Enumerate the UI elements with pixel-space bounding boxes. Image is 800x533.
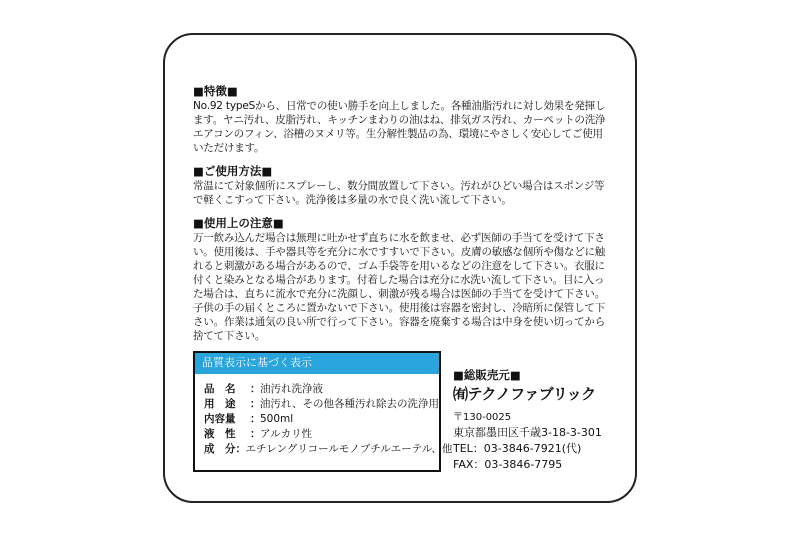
caution-heading: ■使用上の注意■ [193, 216, 284, 230]
quality-row-value: 油汚れ、その他各種汚れ除去の洗浄用 [259, 398, 439, 410]
quality-row [204, 427, 439, 442]
quality-row-label: 液 性 [204, 428, 236, 440]
usage-section [193, 164, 613, 207]
quality-row [204, 442, 453, 457]
quality-row-separator: ： [250, 413, 261, 425]
quality-row-separator: ： [250, 428, 261, 440]
features-text: No.92 typeSから、日常での使い勝手を向上しました。各種油脂汚れに対し効果を発揮します。ヤニ汚れ、皮脂汚れ、キッチンまわりの油はね、排気ガス汚れ、カーペットの洗浄エアコンのフィン、浴槽のヌメリ等。生分解性製品の為、環境にやさしく安心してご使用いただけます。 [193, 100, 606, 154]
quality-row-separator: ： [250, 383, 261, 395]
label-content [193, 84, 613, 352]
features-heading: ■特徴■ [193, 84, 238, 98]
seller-info [453, 367, 623, 473]
quality-row-value: アルカリ性 [260, 428, 313, 440]
quality-box [193, 351, 453, 472]
quality-row-value: 油汚れ洗浄液 [260, 383, 323, 395]
quality-row-value: 500ml [260, 413, 294, 425]
seller-heading: ■総販売元■ [453, 368, 521, 382]
quality-row-value: エチレングリコールモノブチルエーテル、他 [245, 443, 453, 455]
quality-row [204, 397, 439, 412]
usage-heading: ■ご使用方法■ [193, 164, 273, 178]
quality-title: 品質表示に基づく表示 [195, 353, 439, 374]
usage-text: 常温にて対象個所にスプレーし、数分間放置して下さい。汚れがひどい場合はスポンジ等で軽くこすって下さい。洗浄後は多量の水で良く洗い流して下さい。 [193, 180, 605, 206]
caution-text: 万一飲み込んだ場合は無理に吐かせず直ちに水を飲ませ、必ず医師の手当てを受けて下さい。使用後は、手や器具等を充分に水ですすいで下さい。皮膚の敏感な個所や傷などに触れると刺激がある場合があるので、ゴム手袋等を用いるなどの注意をして下さい。衣服に付くと染みとなる場合があります。付着した場合は充分に水洗い流して下さい。目に入った場合は、直ちに流水で充分に洗顔し、刺激が残る場合は医師の手当てを受けて下さい。子供の手の届くところに置かないで下さい。使用後は容器を密封し、冷暗所に保管して下さい。作業は通気の良い所で行って下さい。容器を廃棄する場合は中身を使い切ってから捨てて下さい。 [193, 232, 606, 342]
quality-rows [195, 374, 453, 457]
quality-row [204, 412, 439, 427]
company-name: ㈲テクノファブリック [453, 385, 596, 403]
quality-row-label: 品 名 [204, 383, 236, 395]
quality-row-label: 成 分 [204, 443, 236, 455]
quality-row-label: 用 途 [204, 398, 236, 410]
postal-code: 〒130-0025 [453, 412, 512, 423]
quality-row-label: 内容量 [204, 413, 236, 425]
quality-row-separator: ： [249, 398, 261, 410]
tel-number: TEL：03-3846-7921(代) [453, 442, 582, 455]
fax-number: FAX：03-3846-7795 [453, 458, 563, 471]
quality-row [204, 382, 439, 397]
features-section [193, 84, 613, 155]
address: 東京都墨田区千歳3-18-3-301 [453, 426, 602, 439]
caution-section [193, 216, 613, 343]
quality-row-separator: ： [235, 443, 246, 455]
